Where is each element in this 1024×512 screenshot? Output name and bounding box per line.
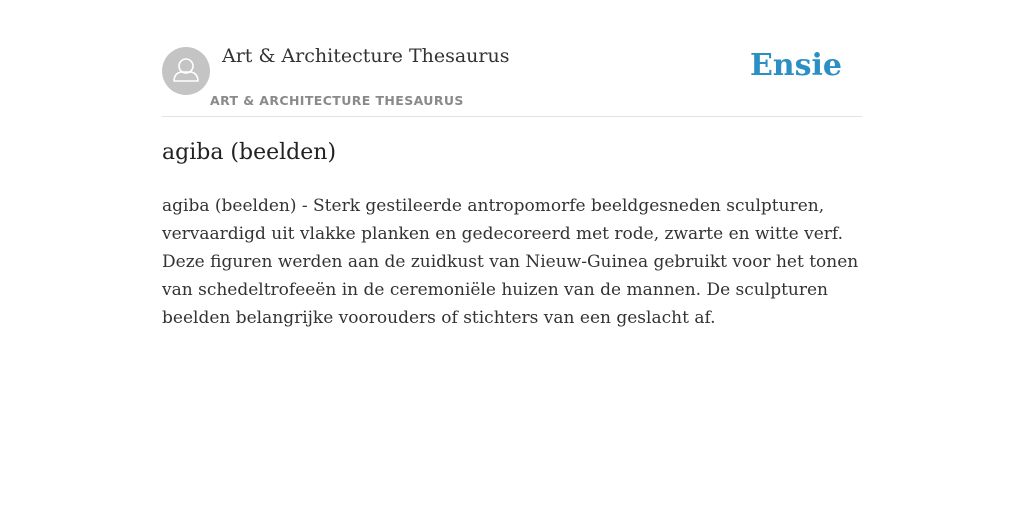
entry-title: agiba (beelden) [162,140,337,165]
entry-body: agiba (beelden) - Sterk gestileerde antropomorfe beeldgesneden sculpturen, vervaardigd uit vlakke planken en gedecoreerd met rode, zwarte en witte verf. Deze figuren werden aan de zuidkust van Nieuw-Guinea gebruikt voor het tonen van schedeltrofeeën in de ceremoniële huizen van de mannen. De sculpturen beelden belangrijke voorouders of stichters van een geslacht af. [162,196,859,328]
user-icon [162,47,210,95]
source-subtitle-link[interactable]: ART & ARCHITECTURE THESAURUS [210,93,464,108]
source-title-link[interactable]: Art & Architecture Thesaurus [222,45,510,67]
header [162,0,862,117]
brand-logo-link[interactable]: Ensie [749,48,842,83]
avatar[interactable] [162,47,210,95]
